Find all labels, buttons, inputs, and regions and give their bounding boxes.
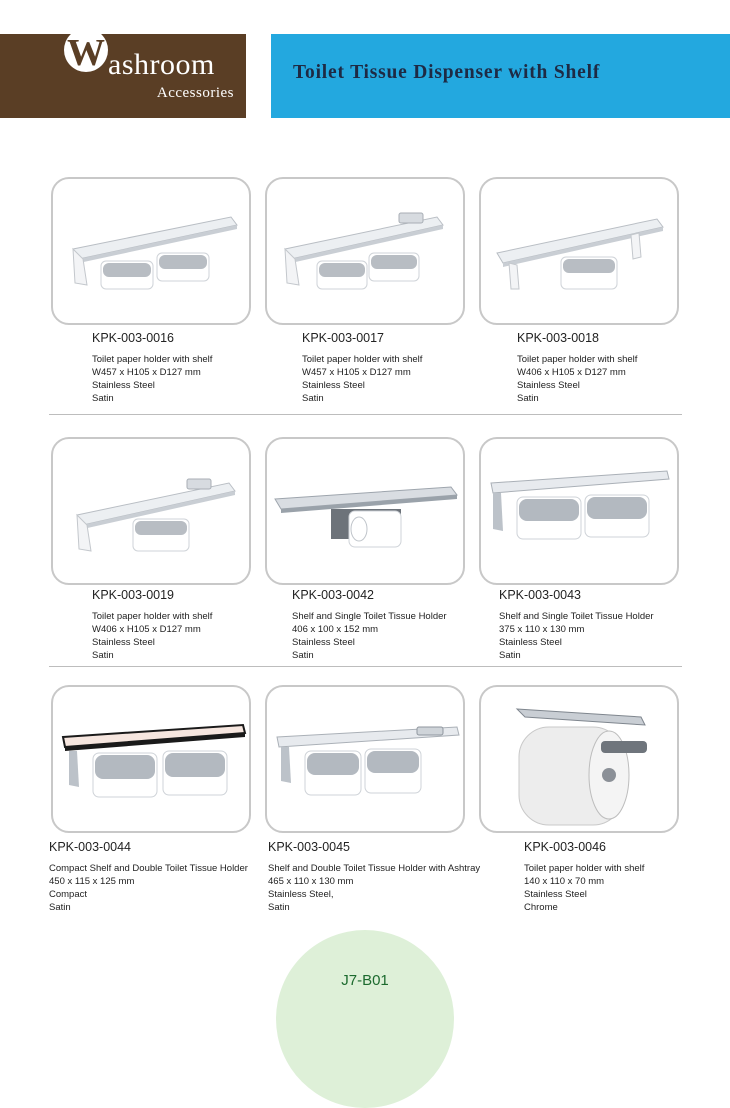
product-code-0019: KPK-003-0019	[92, 588, 175, 602]
product-code-0017: KPK-003-0017	[302, 331, 385, 345]
product-image-0045	[265, 685, 465, 833]
footer-circle	[276, 930, 454, 1108]
product-desc-0043: Shelf and Single Toilet Tissue Holder 375 x 110 x 130 mm Stainless Steel Satin	[499, 611, 654, 661]
product-desc-0042: Shelf and Single Toilet Tissue Holder 406 x 100 x 152 mm Stainless Steel Satin	[292, 611, 447, 661]
product-image-0019	[51, 437, 251, 585]
page-title: Toilet Tissue Dispenser with Shelf	[293, 62, 601, 83]
title-banner	[271, 34, 730, 118]
product-image-0042	[265, 437, 465, 585]
brand-initial: W	[64, 28, 108, 72]
product-image-0043	[479, 437, 679, 585]
product-image-0017	[265, 177, 465, 325]
product-desc-0046: Toilet paper holder with shelf 140 x 110 x 70 mm Stainless Steel Chrome	[524, 863, 645, 913]
product-desc-0019: Toilet paper holder with shelf W406 x H105 x D127 mm Stainless Steel Satin	[92, 611, 213, 661]
product-code-0018: KPK-003-0018	[517, 331, 600, 345]
product-desc-0044: Compact Shelf and Double Toilet Tissue Holder 450 x 115 x 125 mm Compact Satin	[49, 863, 248, 913]
product-code-0044: KPK-003-0044	[49, 840, 132, 854]
product-desc-0017: Toilet paper holder with shelf W457 x H105 x D127 mm Stainless Steel Satin	[302, 354, 423, 404]
product-image-0046	[479, 685, 679, 833]
brand-sub: Accessories	[156, 85, 234, 101]
brand-logo	[0, 34, 246, 118]
product-code-0043: KPK-003-0043	[499, 588, 582, 602]
product-image-0016	[51, 177, 251, 325]
product-code-0045: KPK-003-0045	[268, 840, 351, 854]
product-code-0016: KPK-003-0016	[92, 331, 175, 345]
product-image-0018	[479, 177, 679, 325]
product-desc-0018: Toilet paper holder with shelf W406 x H105 x D127 mm Stainless Steel Satin	[517, 354, 638, 404]
page-number: J7-B01	[341, 972, 389, 989]
row-divider-2	[49, 666, 682, 667]
product-code-0046: KPK-003-0046	[524, 840, 607, 854]
row-divider-1	[49, 414, 682, 415]
brand-word: ashroom	[108, 48, 215, 81]
product-image-0044	[51, 685, 251, 833]
product-code-0042: KPK-003-0042	[292, 588, 375, 602]
product-desc-0045: Shelf and Double Toilet Tissue Holder with Ashtray 465 x 110 x 130 mm Stainless Steel, Satin	[268, 863, 481, 913]
product-desc-0016: Toilet paper holder with shelf W457 x H105 x D127 mm Stainless Steel Satin	[92, 354, 213, 404]
